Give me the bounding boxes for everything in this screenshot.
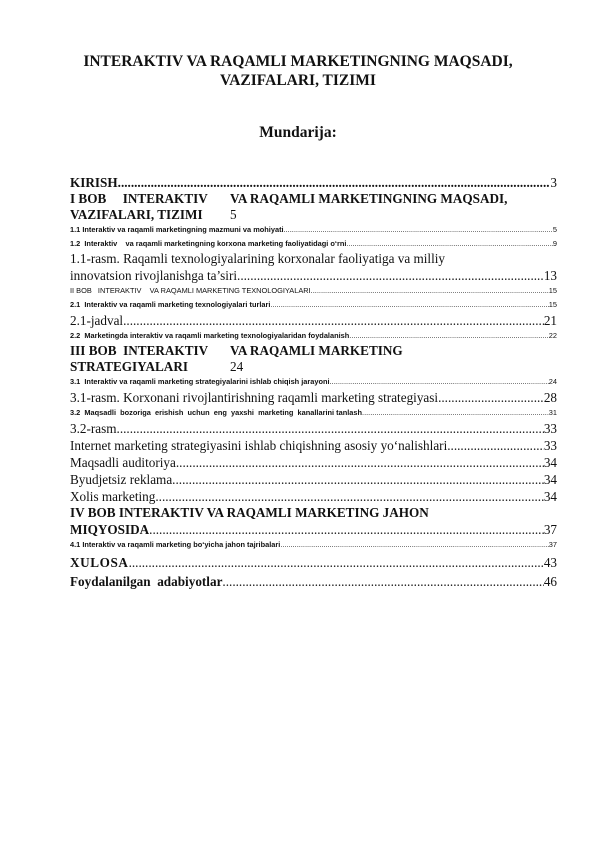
- toc-entry-figure-3-2[interactable]: 3.2-rasm ..... 33: [70, 420, 557, 437]
- document-title: INTERAKTIV VA RAQAMLI MARKETINGNING MAQSADI, VAZIFALARI, TIZIMI: [83, 53, 513, 89]
- toc-entry-1-2[interactable]: 1.2 Interaktiv va raqamli marketingning korxona marketing faoliyatidagi o‘rni ..... 9: [70, 237, 557, 251]
- toc-entry-1-1[interactable]: 1.1 Interaktiv va raqamli marketingning mazmuni va mohiyati ..... 5: [70, 223, 557, 237]
- toc-entry-adabiyotlar[interactable]: Foydalanilgan adabiyotlar ..... 46: [70, 573, 557, 590]
- toc-entry-figure-3-1[interactable]: 3.1-rasm. Korxonani rivojlantirishning raqamli marketing strategiyasi ..... 28: [70, 389, 557, 406]
- toc-entry-chapter-3[interactable]: III BOB INTERAKTIV STRATEGIYALARI VA RAQAMLI MARKETING 24: [70, 343, 403, 374]
- toc-entry-3-2[interactable]: 3.2 Maqsadli bozoriga erishish uchun eng yaxshi marketing kanallarini tanlash ..... 31: [70, 406, 557, 420]
- table-of-contents: [70, 174, 557, 590]
- toc-entry-4-1[interactable]: 4.1 Interaktiv va raqamli marketing bo‘yicha jahon tajribalari ..... 37: [70, 538, 557, 552]
- toc-entry-chapter-2[interactable]: II BOB INTERAKTIV VA RAQAMLI MARKETING TEXNOLOGIYALARI ..... 15: [70, 284, 557, 298]
- toc-entry-chapter-1[interactable]: I BOB INTERAKTIV VAZIFALARI, TIZIMI VA RAQAMLI MARKETINGNING MAQSADI, 5: [70, 191, 508, 222]
- toc-entry-figure-1-1[interactable]: 1.1-rasm. Raqamli texnologiyalarining korxonalar faoliyatiga va milliy innovatsion rivojlanishga ta’siri ..... 13: [70, 251, 557, 284]
- toc-heading: Mundarija:: [259, 124, 337, 141]
- toc-entry-xulosa[interactable]: XULOSA ..... 43: [70, 554, 557, 571]
- toc-entry-2-2[interactable]: 2.2 Marketingda interaktiv va raqamli marketing texnologiyalaridan foydalanish ..... 22: [70, 329, 557, 343]
- toc-entry-3-1[interactable]: 3.1 Interaktiv va raqamli marketing strategiyalarini ishlab chiqish jarayoni ..... 24: [70, 375, 557, 389]
- toc-entry-kirish[interactable]: KIRISH ..... 3: [70, 174, 557, 191]
- toc-entry-2-1[interactable]: 2.1 Interaktiv va raqamli marketing texnologiyalari turlari ..... 15: [70, 298, 557, 312]
- toc-entry-maqsadli-auditoriya[interactable]: Maqsadli auditoriya ..... 34: [70, 454, 557, 471]
- toc-entry-xolis-marketing[interactable]: Xolis marketing ..... 34: [70, 488, 557, 505]
- toc-entry-byudjetsiz-reklama[interactable]: Byudjetsiz reklama ..... 34: [70, 471, 557, 488]
- toc-entry-internet-marketing[interactable]: Internet marketing strategiyasini ishlab chiqishning asosiy yo‘nalishlari ..... 33: [70, 437, 557, 454]
- toc-entry-table-2-1[interactable]: 2.1-jadval ..... 21: [70, 312, 557, 329]
- toc-entry-chapter-4[interactable]: IV BOB INTERAKTIV VA RAQAMLI MARKETING JAHON MIQYOSIDA ..... 37: [70, 505, 557, 538]
